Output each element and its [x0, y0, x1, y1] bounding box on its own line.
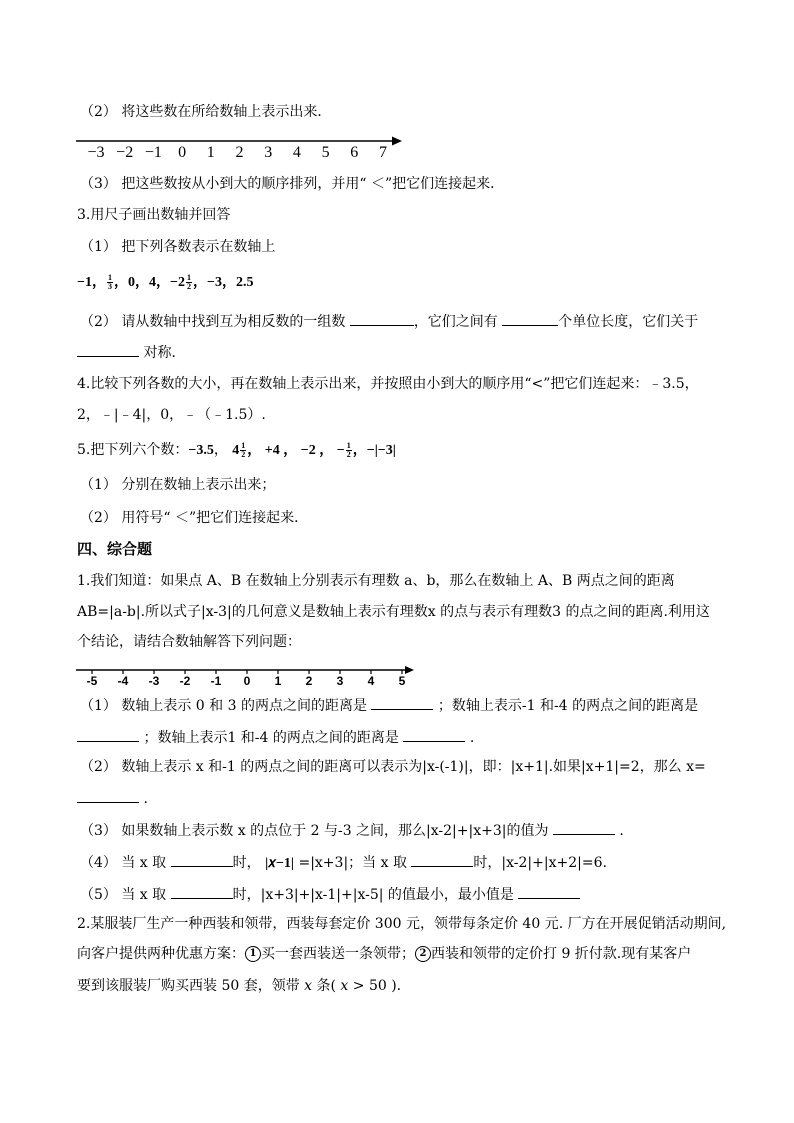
axis-tick-label: 5 [398, 674, 406, 688]
frac-den: 2 [241, 449, 246, 459]
circled-one-icon: 1 [245, 946, 261, 962]
question-3-title: 3.用尺子画出数轴并回答 [77, 207, 231, 223]
q5-lead: 5.把下列六个数： [77, 442, 189, 458]
question-4-line1: 4.比较下列各数的大小，再在数轴上表示出来，并按照由小到大的顺序用“<”把它们连起来：﹣3.5， [77, 376, 699, 392]
c1-p1-text-c: ；数轴上表示1 和-4 的两点之间的距离是 [143, 730, 399, 746]
c1-part2: （2） 数轴上表示 x 和-1 的两点之间的距离可以表示为|x-(-1)|，即：|x+1|.如果|x+1|=2，那么 x= [80, 759, 706, 775]
axis-tick-label: -5 [86, 674, 98, 688]
axis-tick-label: 3 [336, 674, 344, 688]
c1-p1-text-b: ；数轴上表示-1 和-4 的两点之间的距离是 [437, 698, 699, 714]
abs-expression: |𝑥−1| [265, 856, 295, 871]
c2-line2-text-b: 买一套西装送一条领带； [261, 946, 415, 962]
axis-tick-label: −3 [87, 144, 105, 161]
axis-tick-label: 1 [206, 144, 215, 161]
q5-sep: ， [213, 442, 228, 458]
c2-line3: 要到该服装厂购买西装 50 套，领带 𝑥 条( 𝑥 > 50 ). [77, 978, 402, 994]
c1-p2-text-b: . [143, 791, 148, 807]
answer-blank[interactable] [77, 342, 139, 357]
c1-p4-text-d: 时，|x-2|+|x+2|=6. [473, 855, 607, 871]
q3-nums-c: −2 [169, 275, 185, 290]
part2-instruction: （2） 将这些数在所给数轴上表示出来． [80, 104, 332, 120]
question-4-line2: 2，﹣|﹣4|，0，﹣（﹣1.5）. [77, 407, 266, 423]
q3-nums-a: −1， [77, 275, 106, 290]
answer-blank[interactable] [371, 695, 433, 710]
c1-p5-text-a: （5） 当 x 取 [80, 887, 167, 903]
c1-p5-text-b: 时，|x+3|+|x-1|+|x-5| 的值最小，最小值是 [232, 887, 514, 903]
frac-num: 1 [241, 440, 246, 450]
q5-num-1: −3.5 [188, 443, 214, 458]
axis-tick-label: 2 [235, 144, 244, 161]
number-line-1 [70, 130, 410, 166]
axis-arrow-icon [392, 137, 402, 146]
c1-part5 [80, 884, 580, 905]
q3-part2-cont [77, 342, 185, 363]
c1-p3-text-b: . [619, 823, 624, 839]
fraction-one-half [240, 442, 246, 459]
q5-num-2-whole: 4 [232, 443, 240, 458]
section-4-heading: 四、综合题 [77, 540, 153, 558]
answer-blank[interactable] [171, 884, 233, 899]
c1-line2: AB=|a-b|.所以式子|x-3|的几何意义是数轴上表示有理数x 的点与表示有理数3 的点之间的距离.利用这 [77, 604, 710, 620]
c1-line1: 1.我们知道：如果点 A、B 在数轴上分别表示有理数 a、b，那么在数轴上 A、B 两点之间的距离 [77, 573, 675, 589]
q3-p2-text-c: 个单位长度，它们关于 [558, 314, 699, 330]
q5-num-5: ，−|−3| [352, 443, 396, 458]
c2-line2-text-c: 西装和领带的定价打 9 折付款.现有某客户 [431, 946, 692, 962]
frac-num: 1 [346, 440, 351, 450]
q5-part2: （2） 用符号“ ＜”把它们连接起来． [80, 510, 309, 526]
c2-line1: 2.某服装厂生产一种西装和领带，西装每套定价 300 元，领带每条定价 40 元. 厂方在开展促销活动期间, [77, 916, 727, 932]
q3-number-list [77, 273, 253, 293]
q5-part1: （1） 分别在数轴上表示出来； [80, 477, 276, 493]
answer-blank[interactable] [403, 727, 465, 742]
frac-den: 2 [346, 449, 351, 459]
axis-tick-label: 4 [292, 144, 301, 161]
fraction-one-third [107, 274, 113, 291]
c1-part1-cont [77, 727, 474, 748]
axis-tick-label: 6 [350, 144, 359, 161]
axis-tick-label: 2 [305, 674, 313, 688]
axis-tick-label: 0 [178, 144, 187, 161]
c1-line3: 个结论，请结合数轴解答下列问题： [77, 634, 301, 650]
axis-tick-label: 7 [379, 144, 387, 161]
frac-den: 3 [107, 282, 112, 292]
axis-tick-label: 3 [264, 144, 273, 161]
axis-tick-label: 4 [367, 674, 375, 688]
axis-tick-label: -3 [148, 674, 160, 688]
frac-num: 1 [107, 273, 112, 283]
axis-tick-label: −1 [144, 144, 162, 161]
q3-nums-b: ，0，4， [113, 275, 170, 290]
axis-tick-label: -4 [117, 674, 129, 688]
c2-line2-text-a: 向客户提供两种优惠方案： [77, 946, 245, 962]
answer-blank[interactable] [518, 884, 580, 899]
axis-tick-label: 5 [321, 144, 330, 161]
part3-instruction: （3） 把这些数按从小到大的顺序排列，并用“ ＜”把它们连接起来． [80, 176, 505, 192]
answer-blank[interactable] [77, 727, 139, 742]
fraction-one-half [346, 442, 352, 459]
c1-p3-text-a: （3） 如果数轴上表示数 x 的点位于 2 与-3 之间，那么|x-2|+|x+3|的值为 [80, 823, 549, 839]
answer-blank[interactable] [77, 788, 139, 803]
question-5-statement [77, 440, 396, 461]
c1-part1 [80, 695, 698, 716]
q3-part2 [80, 311, 698, 332]
answer-blank[interactable] [411, 852, 473, 867]
circled-two-icon: 2 [415, 946, 431, 962]
c1-p1-text-a: （1） 数轴上表示 0 和 3 的两点之间的距离是 [80, 698, 367, 714]
answer-blank[interactable] [350, 311, 414, 326]
answer-blank[interactable] [171, 852, 233, 867]
c1-p4-text-a: （4） 当 x 取 [80, 855, 167, 871]
q3-p2-text-d: 对称． [143, 345, 186, 361]
c1-part2-cont [77, 788, 148, 809]
axis-tick-label: -2 [179, 674, 191, 688]
number-line-2 [72, 660, 422, 688]
c1-part3 [80, 820, 624, 841]
c1-part4 [80, 852, 607, 874]
c1-p1-text-d: . [469, 730, 475, 746]
c2-line2 [77, 944, 691, 964]
c1-p4-text-b: 时， [232, 855, 261, 871]
frac-den: 2 [186, 282, 191, 292]
q3-p2-text-a: （2） 请从数轴中找到互为相反数的一组数 [80, 314, 346, 330]
axis-arrow-icon [405, 666, 414, 674]
c1-p4-text-c: =|x+3|；当 x 取 [294, 855, 407, 871]
axis-tick-label: 0 [243, 674, 251, 688]
axis-tick-label: -1 [210, 674, 222, 688]
q3-p2-text-b: ，它们之间有 [413, 314, 498, 330]
fraction-one-half [186, 274, 192, 291]
q5-num-3: ， +4 ， −2 ， − [247, 443, 345, 458]
answer-blank[interactable] [502, 311, 558, 326]
axis-tick-label: 1 [274, 674, 282, 688]
frac-num: 1 [186, 273, 191, 283]
answer-blank[interactable] [553, 820, 615, 835]
q3-part1: （1） 把下列各数表示在数轴上 [80, 239, 276, 255]
q3-nums-d: ，−3，2.5 [192, 275, 254, 290]
axis-tick-label: −2 [116, 144, 134, 161]
